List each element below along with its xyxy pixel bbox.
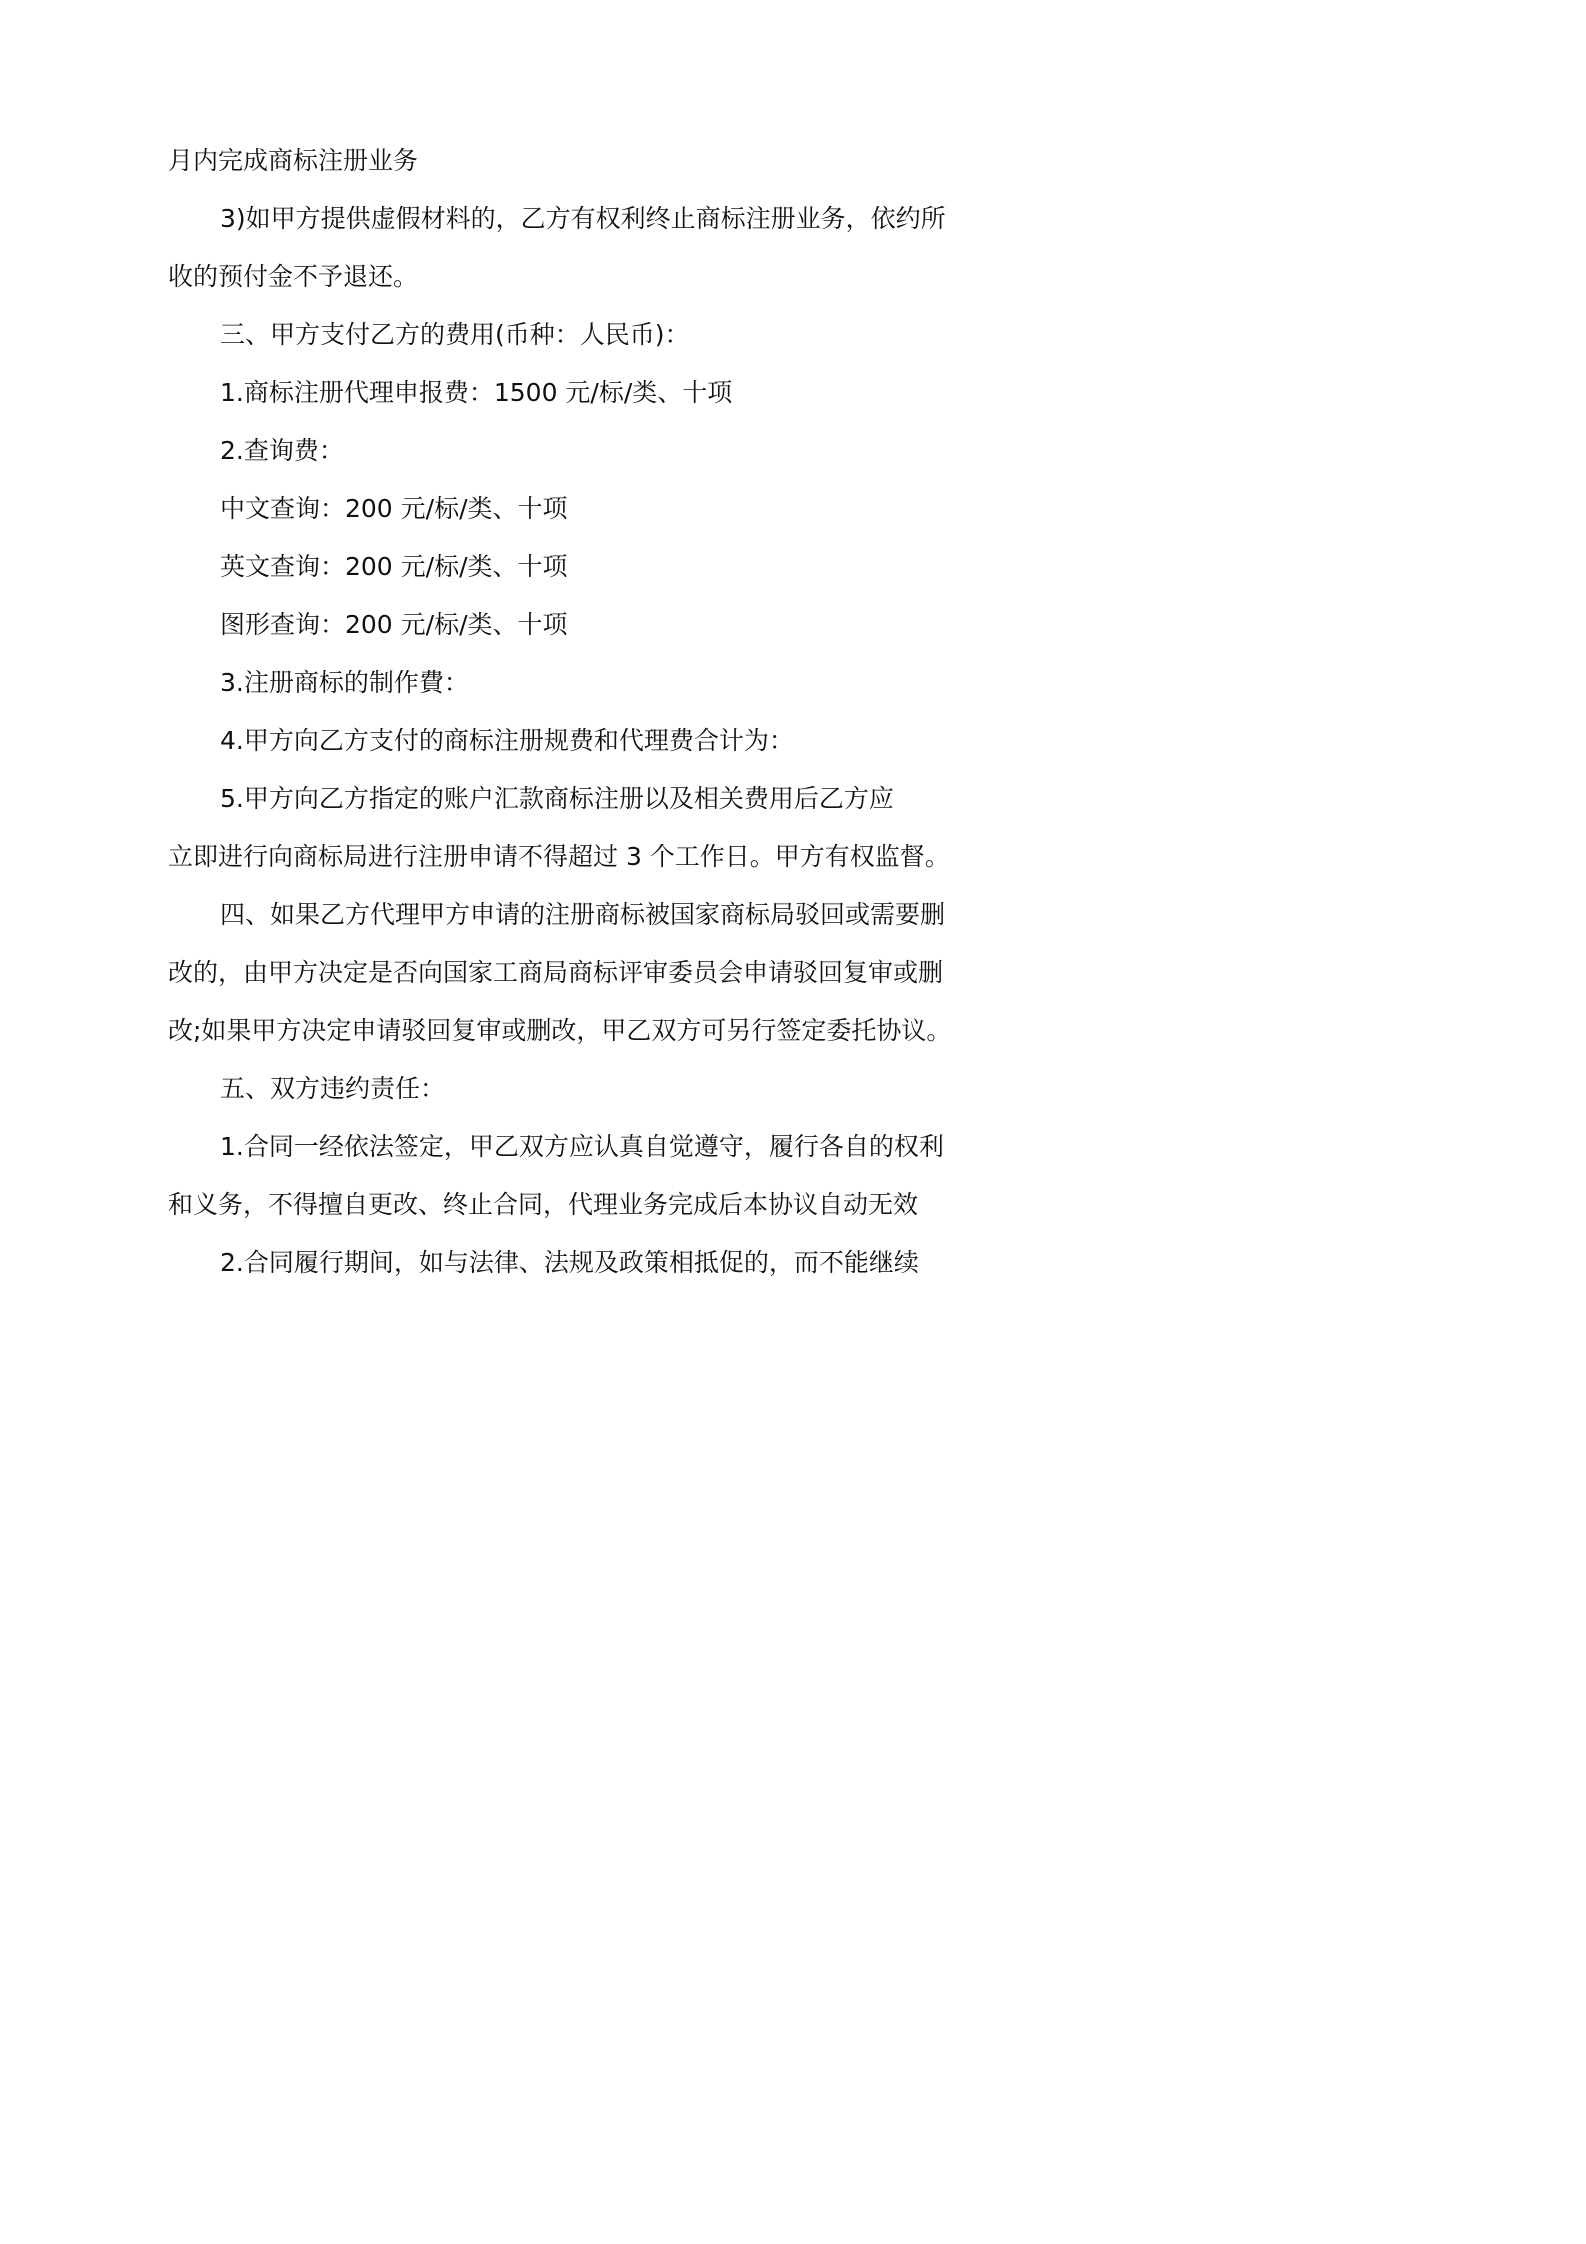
fee-item-agency: 1.商标注册代理申报费：1500 元/标/类、十项 xyxy=(220,378,733,407)
fee-item-remittance: 5.甲方向乙方指定的账户汇款商标注册以及相关费用后乙方应 xyxy=(220,784,894,813)
fee-item-total: 4.甲方向乙方支付的商标注册规费和代理费合计为： xyxy=(220,726,794,755)
document-body xyxy=(168,132,958,1292)
fee-subitem-graphic-query: 图形查询：200 元/标/类、十项 xyxy=(220,610,568,639)
section-rejection-review: 四、如果乙方代理甲方申请的注册商标被国家商标局驳回或需要删改的，由甲方决定是否向国家工商局商标评审委员会申请驳回复审或删改;如果甲方决定申请驳回复审或删改，甲乙双方可另行签定委托协议。 xyxy=(168,900,952,1045)
liability-item-2: 2.合同履行期间，如与法律、法规及政策相抵促的，而不能继续 xyxy=(220,1248,919,1277)
paragraph-continuation: 月内完成商标注册业务 xyxy=(168,146,419,175)
fee-subitem-english-query: 英文查询：200 元/标/类、十项 xyxy=(220,552,568,581)
section-heading-fees: 三、甲方支付乙方的费用(币种：人民币)： xyxy=(220,320,690,349)
fee-item-production: 3.注册商标的制作費： xyxy=(220,668,469,697)
section-heading-liability: 五、双方违约责任： xyxy=(220,1074,446,1103)
fee-item-remittance-continued: 立即进行向商标局进行注册申请不得超过 3 个工作日。甲方有权监督。 xyxy=(168,842,950,871)
paragraph-clause-3: 3)如甲方提供虚假材料的，乙方有权利终止商标注册业务，依约所收的预付金不予退还。 xyxy=(168,204,946,291)
liability-item-1: 1.合同一经依法签定，甲乙双方应认真自觉遵守，履行各自的权利和义务，不得擅自更改、终止合同，代理业务完成后本协议自动无效 xyxy=(168,1132,944,1219)
fee-item-query: 2.查询费： xyxy=(220,436,344,465)
fee-subitem-chinese-query: 中文查询：200 元/标/类、十项 xyxy=(220,494,568,523)
document-page xyxy=(0,0,1100,1556)
